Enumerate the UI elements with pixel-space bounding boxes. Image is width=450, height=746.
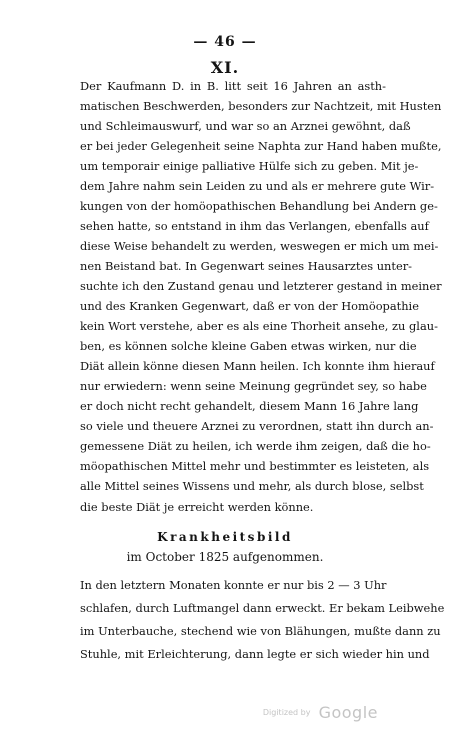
text-line: sehen hatte, so entstand in ihm das Verlangen, ebenfalls auf: [80, 219, 429, 233]
text-line: Diät allein könne diesen Mann heilen. Ich konnte ihm hierauf: [80, 359, 435, 373]
text-line: kein Wort verstehe, aber es als eine Thorheit ansehe, zu glau-: [80, 319, 438, 333]
text-line: diese Weise behandelt zu werden, weswegen er mich um mei-: [80, 239, 439, 253]
case-subheading: im October 1825 aufgenommen.: [126, 550, 324, 564]
page-number: — 46 —: [193, 34, 257, 50]
text-line: und Schleimauswurf, und war so an Arznei gewöhnt, daß: [80, 119, 411, 133]
text-line: möopathischen Mittel mehr und bestimmter es leisteten, als: [80, 459, 430, 473]
digitized-by-watermark: [263, 702, 378, 722]
text-line: nen Beistand bat. In Gegenwart seines Hausarztes unter-: [80, 259, 412, 273]
text-line: Der Kaufmann D. in B. litt seit 16 Jahren an asth-: [80, 79, 386, 93]
text-line: ben, es können solche kleine Gaben etwas wirken, nur die: [80, 339, 417, 353]
text-line: dem Jahre nahm sein Leiden zu und als er mehrere gute Wir-: [80, 179, 435, 193]
text-line: im Unterbauche, stechend wie von Blähungen, mußte dann zu: [80, 624, 441, 638]
text-line: er bei jeder Gelegenheit seine Naphta zur Hand haben mußte,: [80, 139, 442, 153]
watermark-prefix: Digitized by: [262, 708, 311, 717]
section-heading: XI.: [210, 58, 240, 77]
text-line: die beste Diät je erreicht werden könne.: [80, 500, 314, 514]
text-line: In den letztern Monaten konnte er nur bis 2 — 3 Uhr: [80, 578, 387, 592]
text-line: matischen Beschwerden, besonders zur Nachtzeit, mit Husten: [80, 99, 442, 113]
case-heading: Krankheitsbild: [157, 530, 293, 544]
text-line: gemessene Diät zu heilen, ich werde ihm zeigen, daß die ho-: [80, 439, 431, 453]
text-line: nur erwiedern: wenn seine Meinung gegründet sey, so habe: [80, 379, 427, 393]
text-line: Stuhle, mit Erleichterung, dann legte er sich wieder hin und: [80, 647, 430, 661]
text-line: und des Kranken Gegenwart, daß er von der Homöopathie: [80, 299, 419, 313]
text-line: suchte ich den Zustand genau und letzterer gestand in meiner: [80, 279, 442, 293]
text-line: er doch nicht recht gehandelt, diesem Mann 16 Jahre lang: [80, 399, 419, 413]
text-line: alle Mittel seines Wissens und mehr, als durch blose, selbst: [80, 479, 424, 493]
text-line: um temporair einige palliative Hülfe sich zu geben. Mit je-: [80, 159, 419, 173]
google-logo: Google: [318, 703, 378, 722]
text-line: kungen von der homöopathischen Behandlung bei Andern ge-: [80, 199, 438, 213]
text-line: schlafen, durch Luftmangel dann erweckt. Er bekam Leibwehe: [80, 601, 445, 615]
text-line: so viele und theuere Arznei zu verordnen, statt ihn durch an-: [80, 419, 434, 433]
